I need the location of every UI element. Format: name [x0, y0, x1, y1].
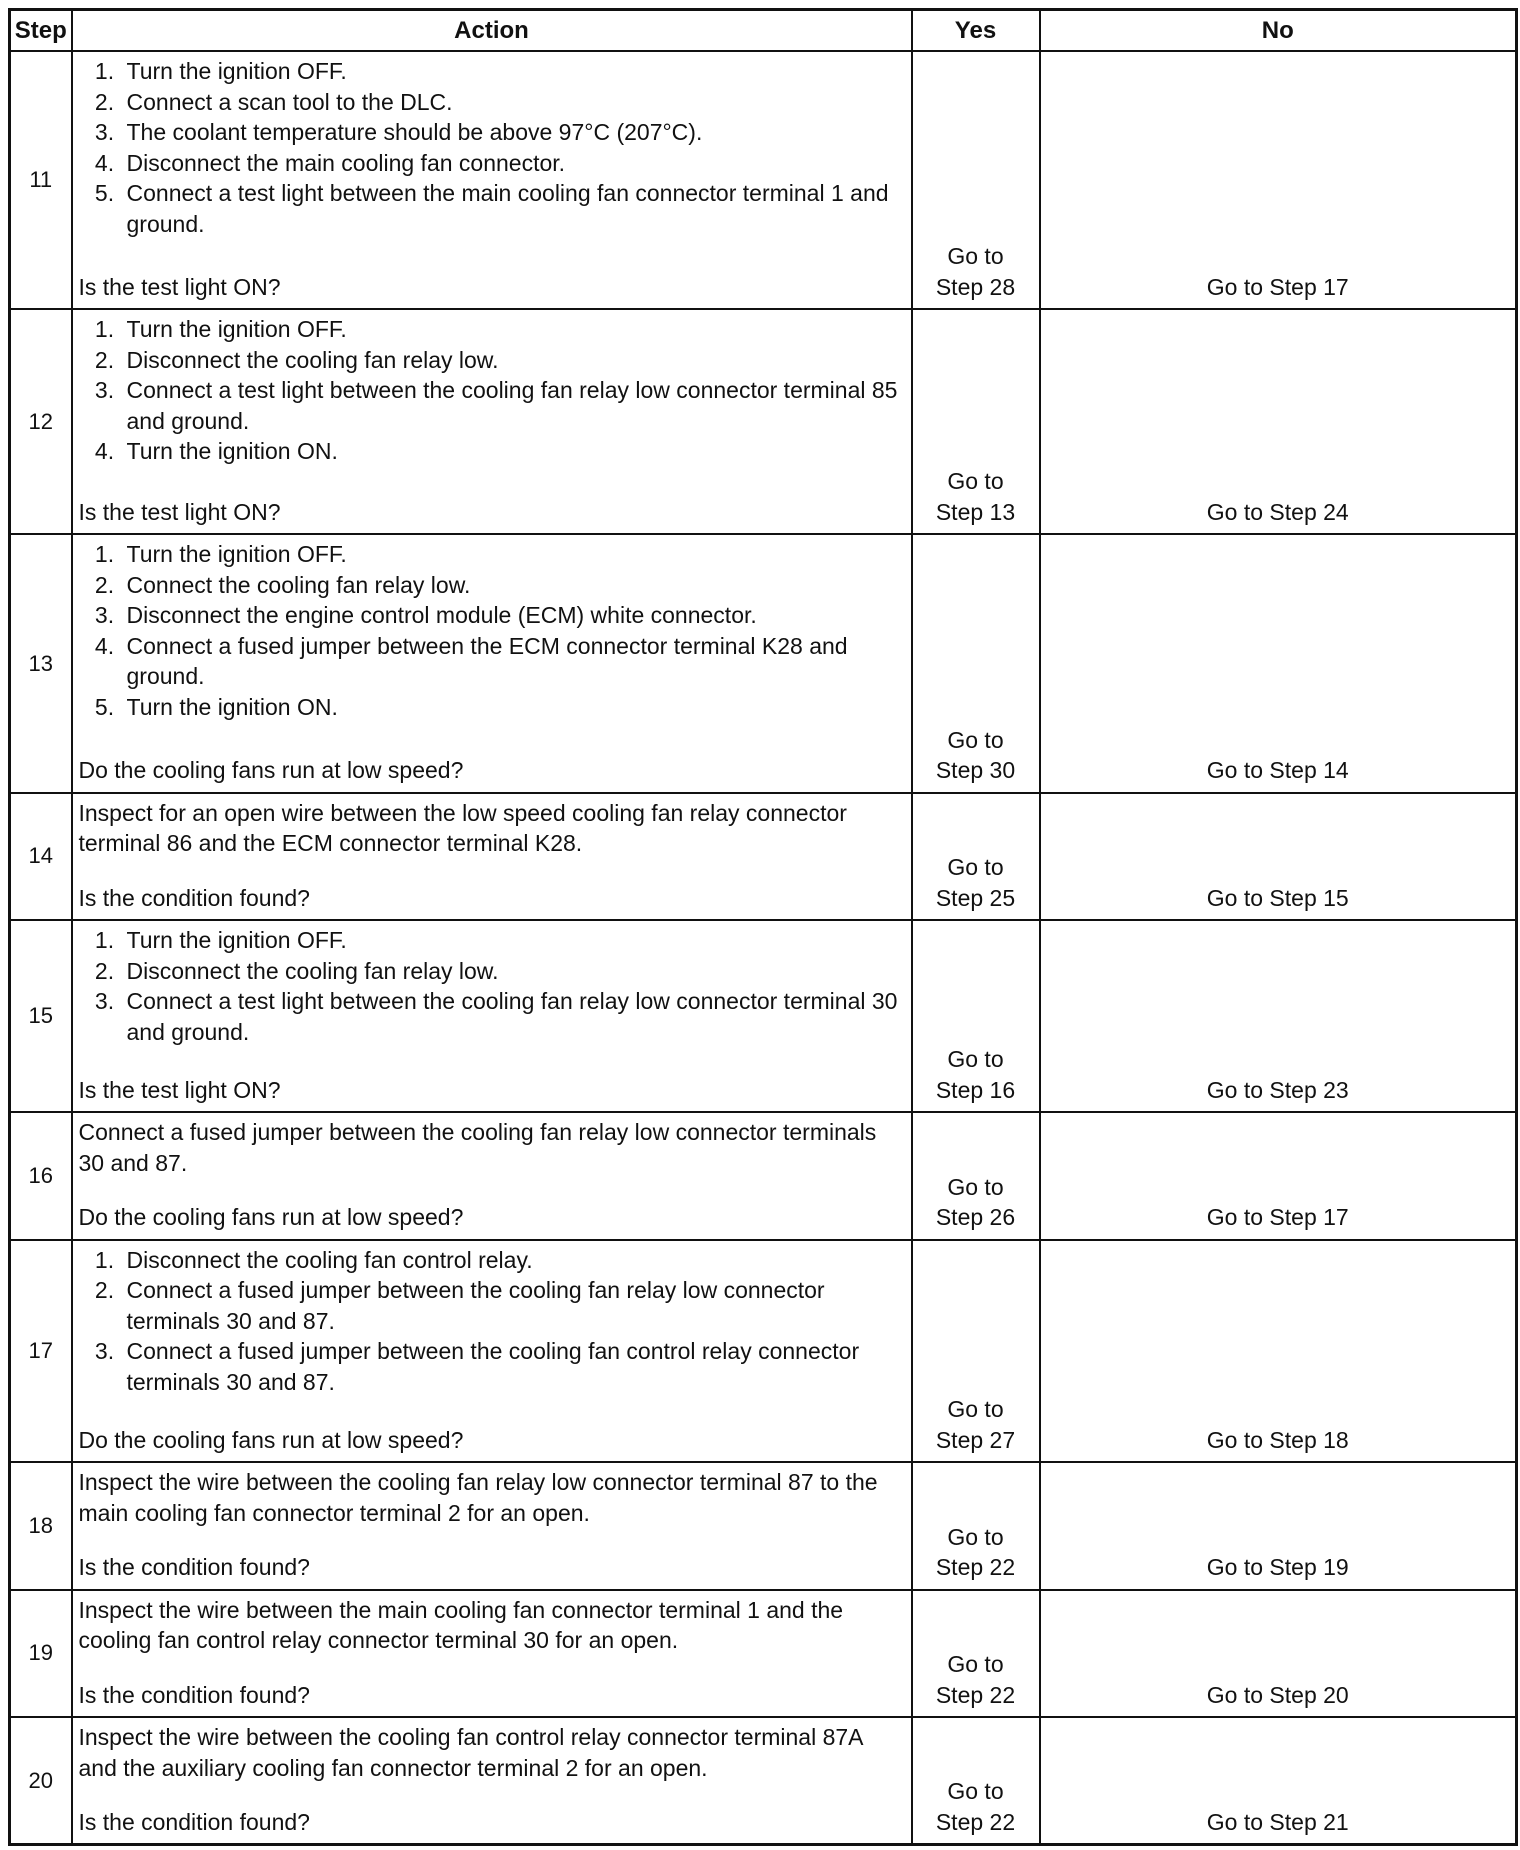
- question-text: Is the condition found?: [78, 884, 310, 911]
- diagnostic-table: [8, 8, 1518, 1846]
- action-header: Action: [72, 10, 912, 52]
- question-text: Is the test light ON?: [78, 273, 281, 300]
- action-step: 1. Turn the ignition OFF.: [121, 56, 905, 87]
- table-row: [10, 920, 1517, 1112]
- yes-goto: Go to: [947, 468, 1004, 495]
- yes-goto: Go to: [947, 726, 1004, 753]
- table-row: [10, 51, 1517, 309]
- yes-goto: Go to: [947, 1523, 1004, 1550]
- action-step: 4. Connect a fused jumper between the ECM connector terminal K28 and ground.: [121, 631, 905, 692]
- action-text: Connect a fused jumper between the cooling fan relay low connector terminals 30 and 87.: [78, 1119, 877, 1176]
- action-text: Inspect the wire between the cooling fan control relay connector terminal 87A and the auxiliary cooling fan connector terminal 2 for an open.: [78, 1724, 863, 1781]
- yes-step: Step 28: [935, 273, 1016, 300]
- header-row: [10, 10, 1517, 52]
- no-cell: Go to Step 17: [1040, 1112, 1517, 1239]
- question-text: Do the cooling fans run at low speed?: [78, 1204, 464, 1231]
- yes-goto: Go to: [947, 1046, 1004, 1073]
- no-cell: Go to Step 14: [1040, 534, 1517, 792]
- action-cell: [72, 1590, 912, 1717]
- no-cell: Go to Step 20: [1040, 1590, 1517, 1717]
- action-step: 1. Turn the ignition OFF.: [121, 925, 905, 956]
- step-number: 15: [10, 920, 72, 1112]
- yes-header: Yes: [912, 10, 1040, 52]
- action-cell: [72, 51, 912, 309]
- action-cell: [72, 1462, 912, 1589]
- yes-step: Step 13: [935, 498, 1016, 525]
- yes-cell: [912, 793, 1040, 920]
- yes-cell: [912, 1462, 1040, 1589]
- action-cell: [72, 1240, 912, 1463]
- step-number: 12: [10, 309, 72, 534]
- action-step: 2. Disconnect the cooling fan relay low.: [121, 956, 905, 987]
- yes-step: Step 22: [935, 1808, 1016, 1835]
- action-steps: [79, 314, 905, 467]
- no-cell: Go to Step 24: [1040, 309, 1517, 534]
- action-step: 5. Connect a test light between the main cooling fan connector terminal 1 and ground.: [121, 178, 905, 239]
- step-number: 11: [10, 51, 72, 309]
- yes-step: Step 22: [935, 1554, 1016, 1581]
- action-step: 5. Turn the ignition ON.: [121, 692, 905, 723]
- yes-step: Step 22: [935, 1681, 1016, 1708]
- action-step: 1. Turn the ignition OFF.: [121, 314, 905, 345]
- table-row: [10, 1112, 1517, 1239]
- table-row: [10, 1717, 1517, 1844]
- no-cell: Go to Step 21: [1040, 1717, 1517, 1844]
- question-text: Do the cooling fans run at low speed?: [78, 1426, 464, 1453]
- question-text: Do the cooling fans run at low speed?: [78, 757, 464, 784]
- step-number: 19: [10, 1590, 72, 1717]
- yes-cell: [912, 1240, 1040, 1463]
- yes-step: Step 27: [935, 1426, 1016, 1453]
- yes-step: Step 30: [935, 757, 1016, 784]
- action-steps: [79, 56, 905, 239]
- no-cell: Go to Step 23: [1040, 920, 1517, 1112]
- yes-step: Step 26: [935, 1204, 1016, 1231]
- table-row: [10, 534, 1517, 792]
- yes-goto: Go to: [947, 243, 1004, 270]
- action-steps: [79, 539, 905, 722]
- no-cell: Go to Step 15: [1040, 793, 1517, 920]
- step-number: 17: [10, 1240, 72, 1463]
- action-step: 2. Disconnect the cooling fan relay low.: [121, 345, 905, 376]
- action-steps: [79, 925, 905, 1047]
- question-text: Is the test light ON?: [78, 498, 281, 525]
- question-text: Is the test light ON?: [78, 1076, 281, 1103]
- table-row: [10, 1590, 1517, 1717]
- question-text: Is the condition found?: [78, 1808, 310, 1835]
- step-header: Step: [10, 10, 72, 52]
- table-row: [10, 1240, 1517, 1463]
- yes-goto: Go to: [947, 1651, 1004, 1678]
- action-cell: [72, 534, 912, 792]
- step-number: 14: [10, 793, 72, 920]
- table-row: [10, 309, 1517, 534]
- action-step: 3. The coolant temperature should be above 97°C (207°C).: [121, 117, 905, 148]
- yes-cell: [912, 1717, 1040, 1844]
- action-cell: [72, 1112, 912, 1239]
- yes-goto: Go to: [947, 1778, 1004, 1804]
- yes-goto: Go to: [947, 854, 1004, 881]
- question-text: Is the condition found?: [78, 1554, 310, 1581]
- action-step: 1. Disconnect the cooling fan control relay.: [121, 1245, 905, 1276]
- action-text: Inspect the wire between the cooling fan relay low connector terminal 87 to the main cooling fan connector terminal 2 for an open.: [78, 1469, 878, 1526]
- action-step: 2. Connect a fused jumper between the cooling fan relay low connector terminals 30 and 87.: [121, 1275, 905, 1336]
- no-cell: Go to Step 18: [1040, 1240, 1517, 1463]
- step-number: 13: [10, 534, 72, 792]
- yes-goto: Go to: [947, 1173, 1004, 1200]
- table-row: [10, 793, 1517, 920]
- action-step: 3. Disconnect the engine control module (ECM) white connector.: [121, 600, 905, 631]
- yes-cell: [912, 1112, 1040, 1239]
- action-cell: [72, 309, 912, 534]
- step-number: 18: [10, 1462, 72, 1589]
- table-row: [10, 1462, 1517, 1589]
- action-step: 4. Turn the ignition ON.: [121, 436, 905, 467]
- yes-cell: [912, 920, 1040, 1112]
- no-header: No: [1040, 10, 1517, 52]
- no-cell: Go to Step 17: [1040, 51, 1517, 309]
- action-step: 1. Turn the ignition OFF.: [121, 539, 905, 570]
- action-step: 3. Connect a test light between the cooling fan relay low connector terminal 30 and ground.: [121, 986, 905, 1047]
- action-step: 2. Connect the cooling fan relay low.: [121, 570, 905, 601]
- yes-goto: Go to: [947, 1396, 1004, 1423]
- action-step: 2. Connect a scan tool to the DLC.: [121, 87, 905, 118]
- no-cell: Go to Step 19: [1040, 1462, 1517, 1589]
- action-step: 3. Connect a fused jumper between the cooling fan control relay connector terminals 30 and 87.: [121, 1336, 905, 1397]
- action-cell: [72, 793, 912, 920]
- step-number: 16: [10, 1112, 72, 1239]
- action-cell: [72, 1717, 912, 1844]
- yes-step: Step 25: [935, 884, 1016, 911]
- yes-cell: [912, 51, 1040, 309]
- yes-cell: [912, 309, 1040, 534]
- question-text: Is the condition found?: [78, 1681, 310, 1708]
- yes-cell: [912, 1590, 1040, 1717]
- action-cell: [72, 920, 912, 1112]
- yes-step: Step 16: [935, 1076, 1016, 1103]
- action-steps: [79, 1245, 905, 1398]
- step-number: 20: [10, 1717, 72, 1844]
- action-text: Inspect for an open wire between the low speed cooling fan relay connector terminal 86 and the ECM connector terminal K28.: [78, 799, 847, 857]
- action-step: 3. Connect a test light between the cooling fan relay low connector terminal 85 and ground.: [121, 375, 905, 436]
- yes-cell: [912, 534, 1040, 792]
- action-step: 4. Disconnect the main cooling fan connector.: [121, 148, 905, 179]
- action-text: Inspect the wire between the main cooling fan connector terminal 1 and the cooling fan control relay connector terminal 30 for an open.: [78, 1596, 844, 1654]
